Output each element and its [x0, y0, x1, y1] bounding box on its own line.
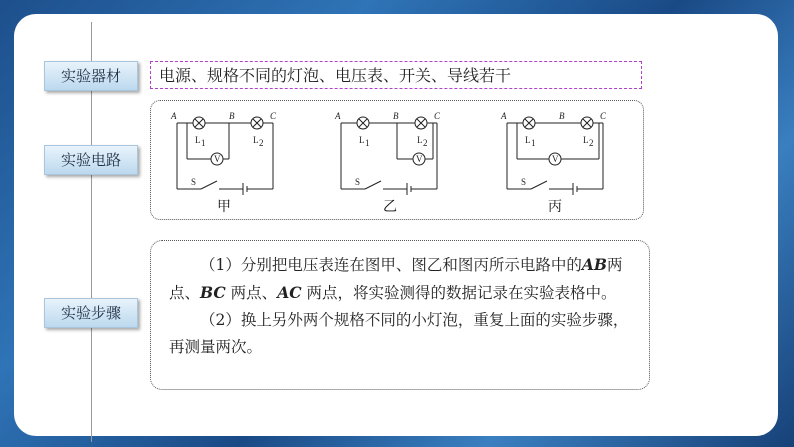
step-2: （2）换上另外两个规格不同的小灯泡，重复上面的实验步骤，再测量两次。 [169, 311, 629, 356]
voltmeter-label: V [214, 154, 221, 164]
circuit-diagrams-box [150, 100, 644, 220]
node-b-label: B [559, 111, 565, 121]
lamp1-label: L [195, 135, 201, 145]
node-a-label: A [335, 111, 341, 121]
lamp2-sub: 2 [423, 138, 428, 148]
circuit-diagrams [151, 101, 645, 221]
switch-label: S [191, 177, 197, 187]
caption-yi: 乙 [383, 199, 397, 215]
lamp2-sub: 2 [259, 138, 264, 148]
voltmeter-label: V [416, 154, 423, 164]
node-c-label: C [600, 111, 607, 121]
materials-tag: 实验器材 [44, 61, 138, 91]
circuit-tag: 实验电路 [44, 145, 138, 175]
node-c-label: C [270, 111, 277, 121]
steps-box [150, 240, 650, 390]
step-1 [169, 251, 633, 307]
lamp2-label: L [583, 135, 589, 145]
lamp2-label: L [417, 135, 423, 145]
node-c-label: C [434, 111, 441, 121]
step-1-mid2: 两点、 [225, 284, 278, 302]
lamp1-sub: 1 [365, 138, 370, 148]
lamp1-label: L [359, 135, 365, 145]
step-1-prefix: （1）分别把电压表连在图甲、图乙和图丙所示电路中的 [200, 256, 582, 274]
materials-text: 电源、规格不同的灯泡、电压表、开关、导线若干 [150, 61, 642, 89]
lamp1-sub: 1 [201, 138, 206, 148]
step-1-rest: 两点，将实验测得的数据记录在实验表格中。 [301, 284, 617, 302]
switch-label: S [355, 177, 361, 187]
term-bc: BC [200, 283, 226, 302]
caption-bing: 丙 [548, 199, 562, 215]
step-1-mid1: 两点、 [169, 256, 623, 302]
lamp2-label: L [253, 135, 259, 145]
node-a-label: A [171, 111, 177, 121]
term-ab: AB [581, 255, 608, 274]
node-b-label: B [229, 111, 235, 121]
term-ac: AC [277, 283, 302, 302]
node-b-label: B [393, 111, 399, 121]
voltmeter-label: V [552, 154, 559, 164]
steps-tag: 实验步骤 [44, 298, 138, 328]
node-a-label: A [501, 111, 507, 121]
lamp1-label: L [525, 135, 531, 145]
switch-label: S [521, 177, 527, 187]
caption-jia: 甲 [217, 199, 231, 215]
lamp2-sub: 2 [589, 138, 594, 148]
lamp1-sub: 1 [531, 138, 536, 148]
